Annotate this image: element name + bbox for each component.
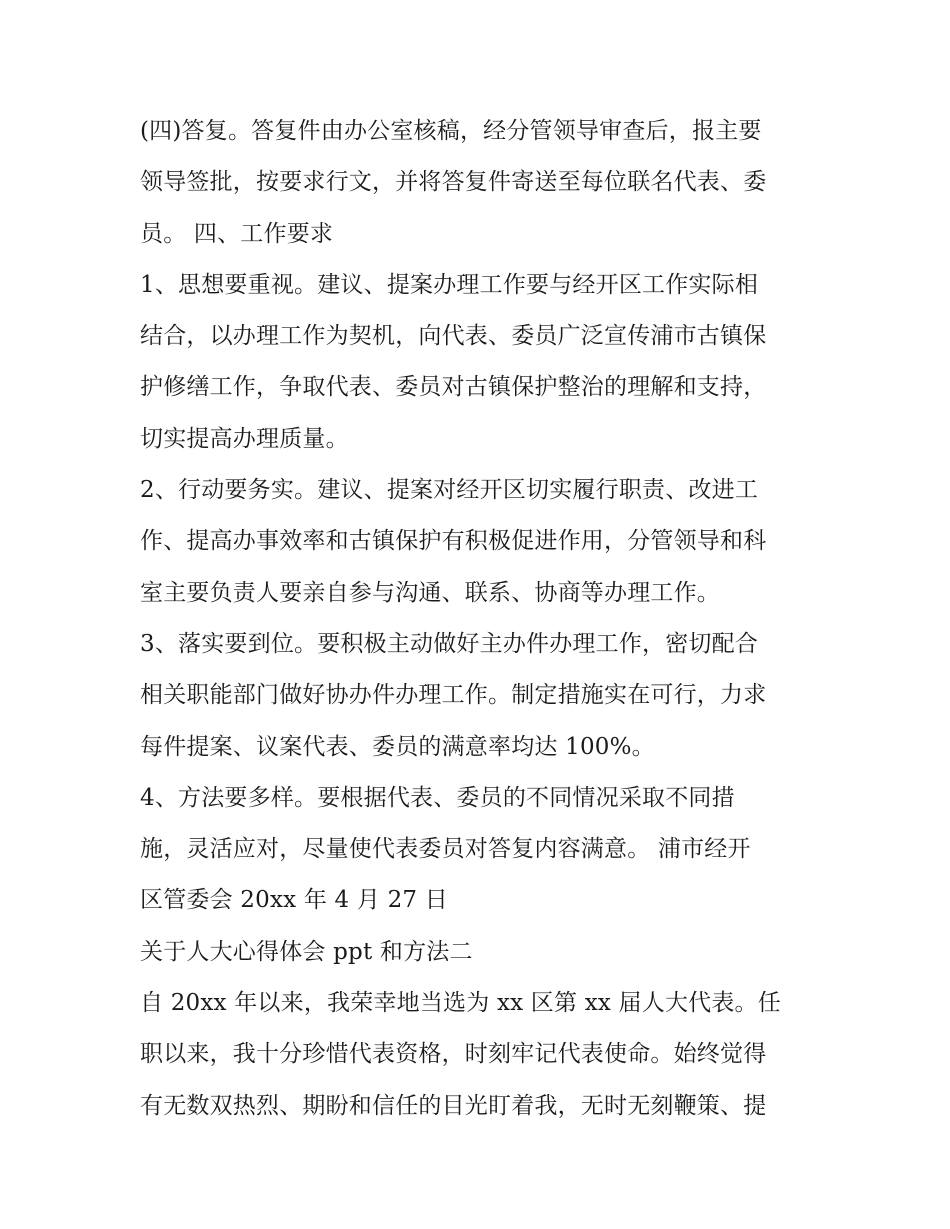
document-body: [140, 106, 830, 1132]
text-line: 区管委会 20xx 年 4 月 27 日: [140, 887, 448, 914]
text-line: 4、方法要多样。要根据代表、委员的不同情况采取不同措: [140, 784, 735, 811]
text-line: 结合，以办理工作为契机，向代表、委员广泛宣传浦市古镇保: [140, 323, 767, 350]
text-line: 每件提案、议案代表、委员的满意率均达 100%。: [140, 733, 655, 760]
text-line: 施，灵活应对，尽量使代表委员对答复内容满意。 浦市经开: [140, 836, 751, 863]
text-line: 职以来，我十分珍惜代表资格，时刻牢记代表使命。始终觉得: [140, 1041, 767, 1068]
text-line: 有无数双热烈、期盼和信任的目光盯着我，无时无刻鞭策、提: [140, 1092, 767, 1119]
text-line: 护修缮工作，争取代表、委员对古镇保护整治的理解和支持，: [140, 374, 767, 401]
text-line: 室主要负责人要亲自参与沟通、联系、协商等办理工作。: [140, 579, 720, 606]
text-line: 3、落实要到位。要积极主动做好主办件办理工作，密切配合: [140, 630, 759, 657]
text-line: 相关职能部门做好协办件办理工作。制定措施实在可行，力求: [140, 682, 767, 709]
text-line: 作、提高办事效率和古镇保护有积极促进作用，分管领导和科: [140, 528, 767, 555]
text-line: 自 20xx 年以来，我荣幸地当选为 xx 区第 xx 届人大代表。任: [140, 990, 781, 1017]
text-line: 切实提高办理质量。: [140, 425, 349, 452]
section-title: 关于人大心得体会 ppt 和方法二: [140, 938, 473, 965]
text-line: 领导签批，按要求行文，并将答复件寄送至每位联名代表、委: [140, 169, 767, 196]
text-line: 1、思想要重视。建议、提案办理工作要与经开区工作实际相: [140, 271, 759, 298]
text-line: 员。 四、工作要求: [140, 220, 334, 247]
text-line: 2、行动要务实。建议、提案对经开区切实履行职责、改进工: [140, 477, 759, 504]
text-line: (四)答复。答复件由办公室核稿，经分管领导审查后，报主要: [140, 118, 762, 144]
